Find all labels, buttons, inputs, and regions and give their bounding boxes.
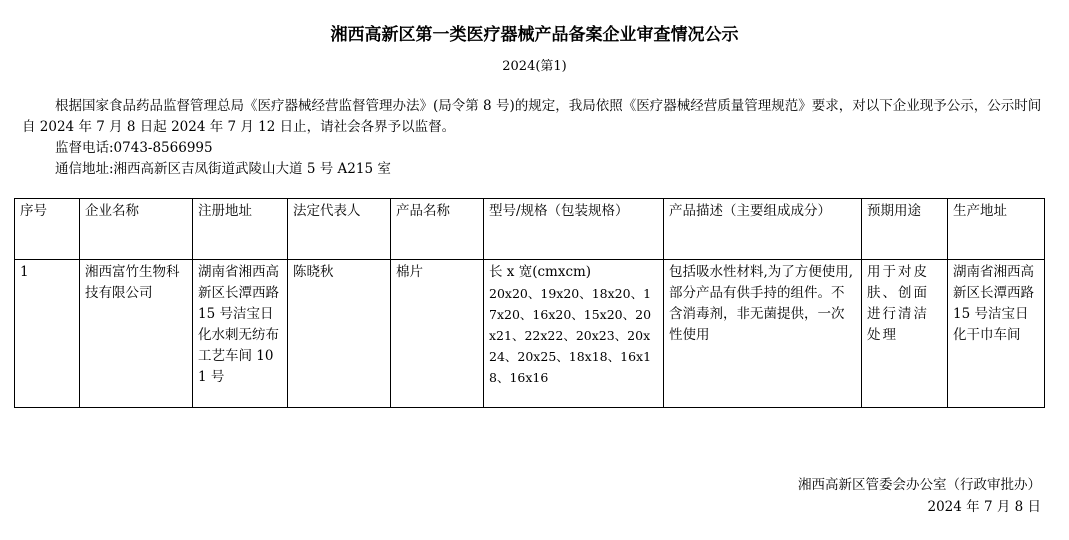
intro-paragraph: 根据国家食品药品监督管理总局《医疗器械经营监督管理办法》(局令第 8 号)的规定，我局依照《医疗器械经营质量管理规范》要求，对以下企业现予公示，公示时间自 2024 年 7 月 8 日起 2024 年 7 月 12 日止，请社会各界予以监督。 <box>22 98 1042 135</box>
document-subtitle: 2024(第1) <box>502 59 567 74</box>
cell-company: 湘西富竹生物科技有限公司 <box>80 260 193 408</box>
address-line: 通信地址:湘西高新区吉凤街道武陵山大道 5 号 A215 室 <box>55 161 391 177</box>
cell-production-address: 湖南省湘西高新区长潭西路 15 号洁宝日化干巾车间 <box>948 260 1045 408</box>
cell-spec <box>484 260 664 408</box>
header-registered-address: 注册地址 <box>193 199 288 260</box>
cell-product-name: 棉片 <box>391 260 484 408</box>
issue-date: 2024 年 7 月 8 日 <box>927 499 1041 515</box>
header-company: 企业名称 <box>80 199 193 260</box>
cell-legal-rep: 陈晓秋 <box>288 260 391 408</box>
header-index: 序号 <box>15 199 80 260</box>
cell-intended-use: 用于对皮肤、创面进行清洁处理 <box>862 260 948 408</box>
header-product-name: 产品名称 <box>391 199 484 260</box>
issuer: 湘西高新区管委会办公室（行政审批办） <box>798 477 1041 493</box>
table-row <box>15 260 1045 408</box>
filing-table <box>14 198 1045 408</box>
cell-index: 1 <box>15 260 80 408</box>
spec-title: 长 x 宽(cmxcm) <box>489 264 592 280</box>
cell-registered-address: 湖南省湘西高新区长潭西路 15 号洁宝日化水刺无纺布工艺车间 101 号 <box>193 260 288 408</box>
header-production-address: 生产地址 <box>948 199 1045 260</box>
phone-line: 监督电话:0743-8566995 <box>55 140 213 156</box>
table-header-row <box>15 199 1045 260</box>
header-description: 产品描述（主要组成成分） <box>664 199 862 260</box>
spec-values: 20x20、19x20、18x20、17x20、16x20、15x20、20x21、22x22、20x23、20x24、20x25、18x18、16x18、16x16 <box>489 286 652 385</box>
header-spec: 型号/规格（包装规格） <box>484 199 664 260</box>
header-legal-rep: 法定代表人 <box>288 199 391 260</box>
cell-description: 包括吸水性材料,为了方便使用,部分产品有供手持的组件。不含消毒剂，非无菌提供，一次性使用 <box>664 260 862 408</box>
header-intended-use: 预期用途 <box>862 199 948 260</box>
document-title: 湘西高新区第一类医疗器械产品备案企业审查情况公示 <box>330 25 739 45</box>
document-footer <box>798 474 1041 518</box>
document-body <box>22 96 1052 180</box>
